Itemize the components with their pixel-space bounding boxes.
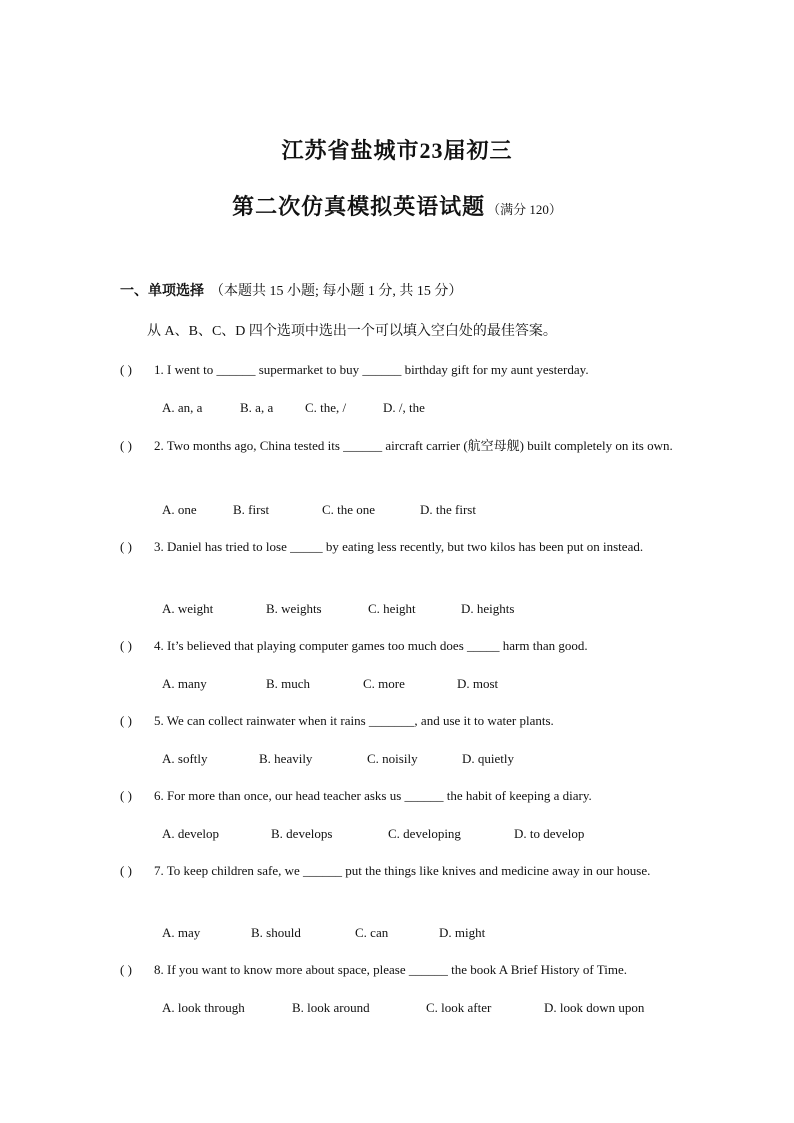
option-a: A. look through	[162, 1000, 245, 1015]
option-d: D. most	[457, 676, 499, 691]
option-d: D. to develop	[514, 826, 585, 841]
question-2	[120, 433, 675, 458]
option-a: A. may	[162, 925, 201, 940]
answer-blank: ( )	[120, 788, 132, 803]
option-c: C. height	[368, 601, 416, 616]
question-text: 6. For more than once, our head teacher asks us ______ the habit of keeping a diary.	[154, 788, 592, 803]
question-8	[120, 957, 675, 982]
answer-blank: ( )	[120, 962, 132, 977]
question-text: 3. Daniel has tried to lose _____ by eating less recently, but two kilos has been put on instead.	[154, 539, 644, 554]
options-8	[162, 1000, 645, 1096]
section-rule: （本题共 15 小题; 每小题 1 分, 共 15 分）	[210, 284, 463, 299]
option-c: C. the one	[322, 502, 376, 517]
option-d: D. heights	[461, 601, 515, 616]
option-d: D. quietly	[462, 751, 514, 766]
exam-subtitle-text: 第二次仿真模拟英语试题	[232, 194, 486, 219]
exam-subtitle	[0, 190, 794, 221]
answer-blank: ( )	[120, 362, 132, 377]
option-c: C. can	[355, 925, 389, 940]
option-b: B. should	[251, 925, 301, 940]
option-b: B. look around	[292, 1000, 370, 1015]
question-text: 7. To keep children safe, we ______ put the things like knives and medicine away in our house.	[154, 863, 651, 878]
answer-blank: ( )	[120, 638, 132, 653]
question-7	[120, 858, 675, 883]
option-b: B. develops	[271, 826, 333, 841]
question-text: 8. If you want to know more about space, please ______ the book A Brief History of Time.	[154, 962, 627, 977]
question-text: 5. We can collect rainwater when it rains _______, and use it to water plants.	[154, 713, 554, 728]
question-text: 2. Two months ago, China tested its ______ aircraft carrier (航空母舰) built completely on its own.	[154, 438, 673, 453]
option-d: D. look down upon	[544, 1000, 645, 1015]
exam-title: 江苏省盐城市23届初三	[281, 138, 513, 163]
question-4	[120, 633, 675, 658]
option-a: A. weight	[162, 601, 214, 616]
question-3	[120, 534, 675, 559]
option-a: A. one	[162, 502, 197, 517]
question-6	[120, 783, 675, 808]
question-1	[120, 357, 675, 382]
option-b: B. weights	[266, 601, 322, 616]
option-d: D. might	[439, 925, 486, 940]
answer-blank: ( )	[120, 863, 132, 878]
option-b: B. much	[266, 676, 311, 691]
answer-blank: ( )	[120, 539, 132, 554]
question-text: 1. I went to ______ supermarket to buy ______ birthday gift for my aunt yesterday.	[154, 362, 589, 377]
option-a: A. many	[162, 676, 207, 691]
question-text: 4. It’s believed that playing computer games too much does _____ harm than good.	[154, 638, 588, 653]
section-name: 一、单项选择	[120, 284, 204, 299]
option-a: A. softly	[162, 751, 208, 766]
option-c: C. developing	[388, 826, 461, 841]
section-instruction: 从 A、B、C、D 四个选项中选出一个可以填入空白处的最佳答案。	[147, 324, 557, 339]
option-b: B. heavily	[259, 751, 313, 766]
answer-blank: ( )	[120, 438, 132, 453]
option-a: A. an, a	[162, 400, 203, 415]
option-b: B. first	[233, 502, 270, 517]
option-a: A. develop	[162, 826, 220, 841]
question-5	[120, 708, 675, 733]
option-d: D. /, the	[383, 400, 425, 415]
answer-blank: ( )	[120, 713, 132, 728]
option-c: C. the, /	[305, 400, 347, 415]
score-note: （满分 120）	[487, 202, 562, 217]
option-c: C. more	[363, 676, 405, 691]
option-d: D. the first	[420, 502, 476, 517]
option-b: B. a, a	[240, 400, 274, 415]
option-c: C. look after	[426, 1000, 492, 1015]
section-heading	[120, 280, 462, 300]
option-c: C. noisily	[367, 751, 418, 766]
